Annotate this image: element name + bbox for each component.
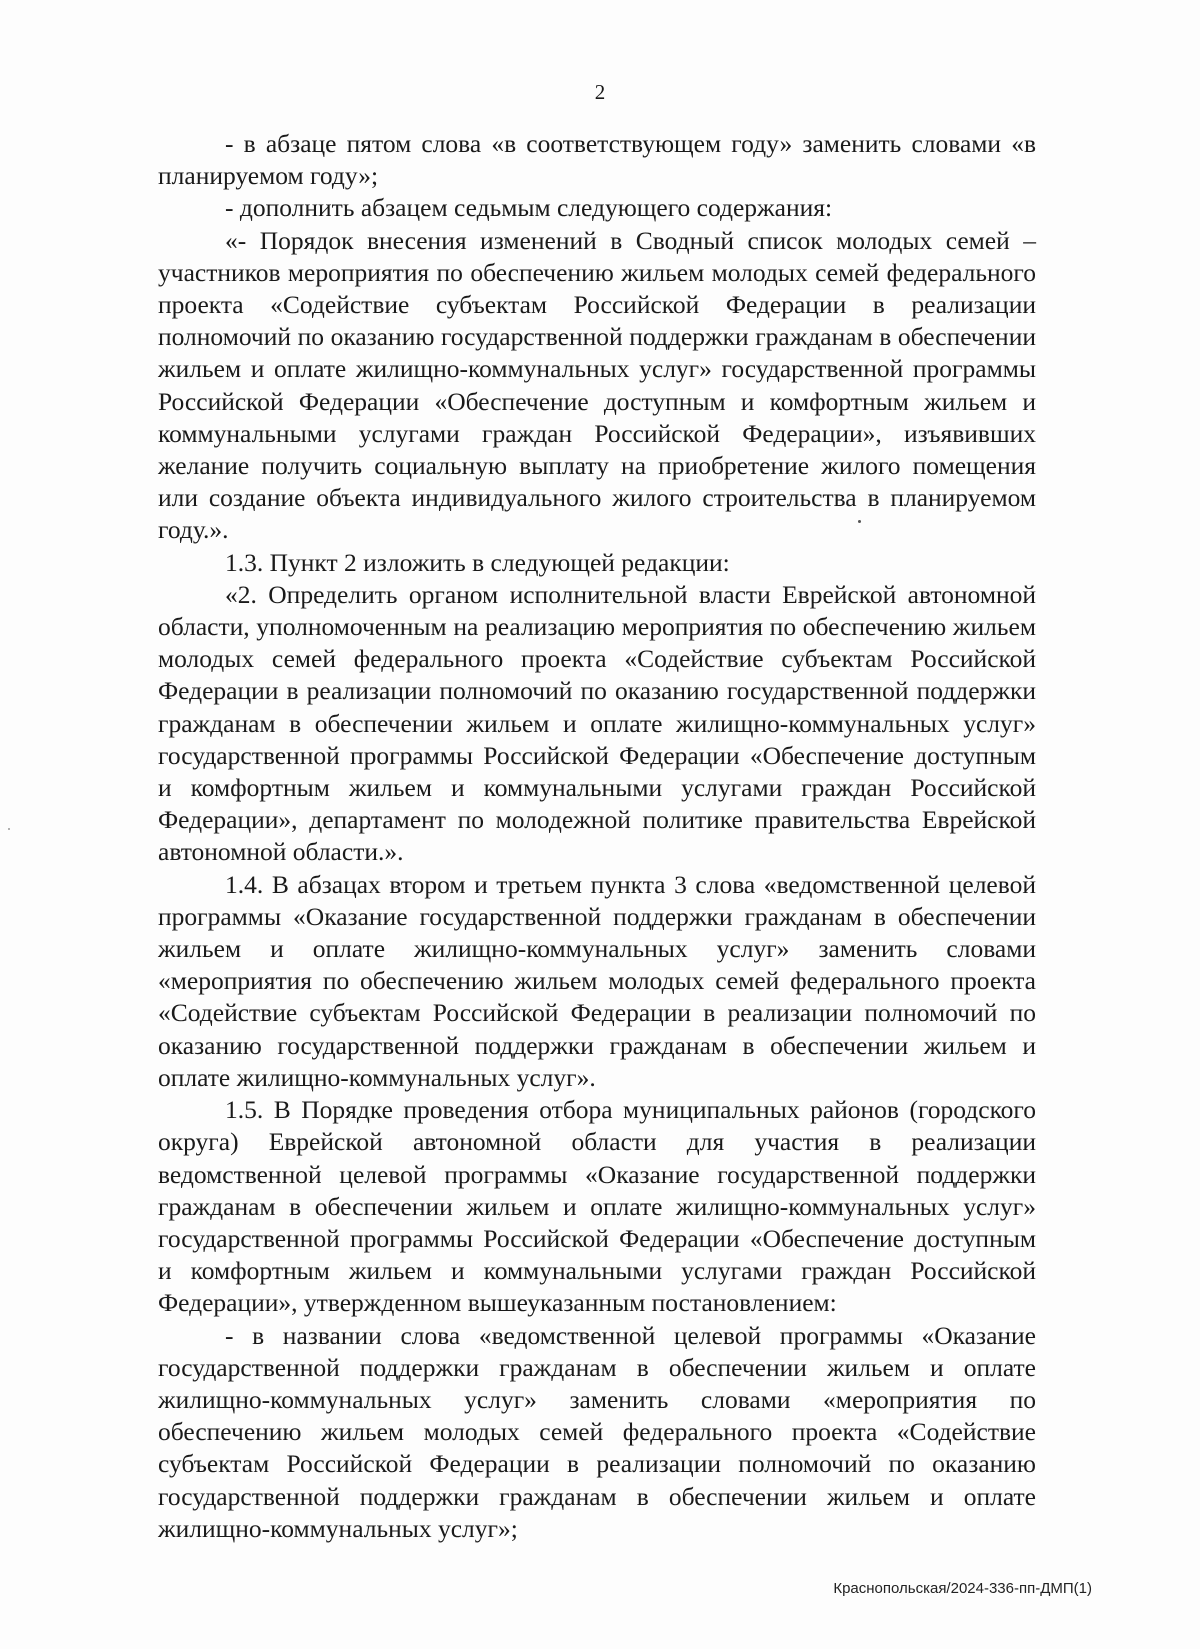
paragraph-punkt-1-3: 1.3. Пункт 2 изложить в следующей редакции:	[225, 547, 730, 577]
document-body	[158, 128, 1036, 1545]
scan-speck	[8, 828, 10, 830]
paragraph-punkt-1-5: 1.5. В Порядке проведения отбора муниципальных районов (городского округа) Еврейской автономной области для участия в реализации ведомственной целевой программы «Оказание государственной поддержки гражданам в обеспечении жильем и оплате жилищно-коммунальных услуг» государственной программы Российской Федерации «Обеспечение доступным и комфортным жильем и коммунальными услугами граждан Российской Федерации», утвержденном вышеуказанным постановлением:	[158, 1095, 1036, 1318]
scan-speck	[858, 520, 861, 523]
paragraph-abzac-pyatyi: - в абзаце пятом слова «в соответствующем году» заменить словами «в планируемом году»;	[158, 129, 1036, 191]
paragraph-poryadok-vneseniya: «- Порядок внесения изменений в Сводный список молодых семей – участников мероприятия по обеспечению жильем молодых семей федерального проекта «Содействие субъектам Российской Федерации в реализации полномочий по оказанию государственной поддержки гражданам в обеспечении жильем и оплате жилищно-коммунальных услуг» государственной программы Российской Федерации «Обеспечение доступным и комфортным жильем и коммунальными услугами граждан Российской Федерации», изъявивших желание получить социальную выплату на приобретение жилого помещения или создание объекта индивидуального жилого строительства в планируемом году.».	[158, 225, 1036, 545]
paragraph-v-nazvanii: - в названии слова «ведомственной целевой программы «Оказание государственной поддержки гражданам в обеспечении жильем и оплате жилищно-коммунальных услуг» заменить словами «мероприятия по обеспечению жильем молодых семей федерального проекта «Содействие субъектам Российской Федерации в реализации полномочий по оказанию государственной поддержки гражданам в обеспечении жильем и оплате жилищно-коммунальных услуг»;	[158, 1320, 1036, 1543]
paragraph-punkt-2-redakciya: «2. Определить органом исполнительной власти Еврейской автономной области, уполномоченным на реализацию мероприятия по обеспечению жильем молодых семей федерального проекта «Содействие субъектам Российской Федерации в реализации полномочий по оказанию государственной поддержки гражданам в обеспечении жильем и оплате жилищно-коммунальных услуг» государственной программы Российской Федерации «Обеспечение доступным и комфортным жильем и коммунальными услугами граждан Российской Федерации», департамент по молодежной политике правительства Еврейской автономной области.».	[158, 579, 1036, 867]
paragraph-punkt-1-4: 1.4. В абзацах втором и третьем пункта 3 слова «ведомственной целевой программы «Оказание государственной поддержки гражданам в обеспечении жильем и оплате жилищно-коммунальных услуг» заменить словами «мероприятия по обеспечению жильем молодых семей федерального проекта «Содействие субъектам Российской Федерации в реализации полномочий по оказанию государственной поддержки гражданам в обеспечении жильем и оплате жилищно-коммунальных услуг».	[158, 869, 1036, 1092]
paragraph-dopolnit-abzacem: - дополнить абзацем седьмым следующего содержания:	[225, 193, 833, 223]
page-number: 2	[594, 80, 606, 104]
document-registration-code: Краснопольская/2024-336-пп-ДМП(1)	[833, 1580, 1092, 1597]
